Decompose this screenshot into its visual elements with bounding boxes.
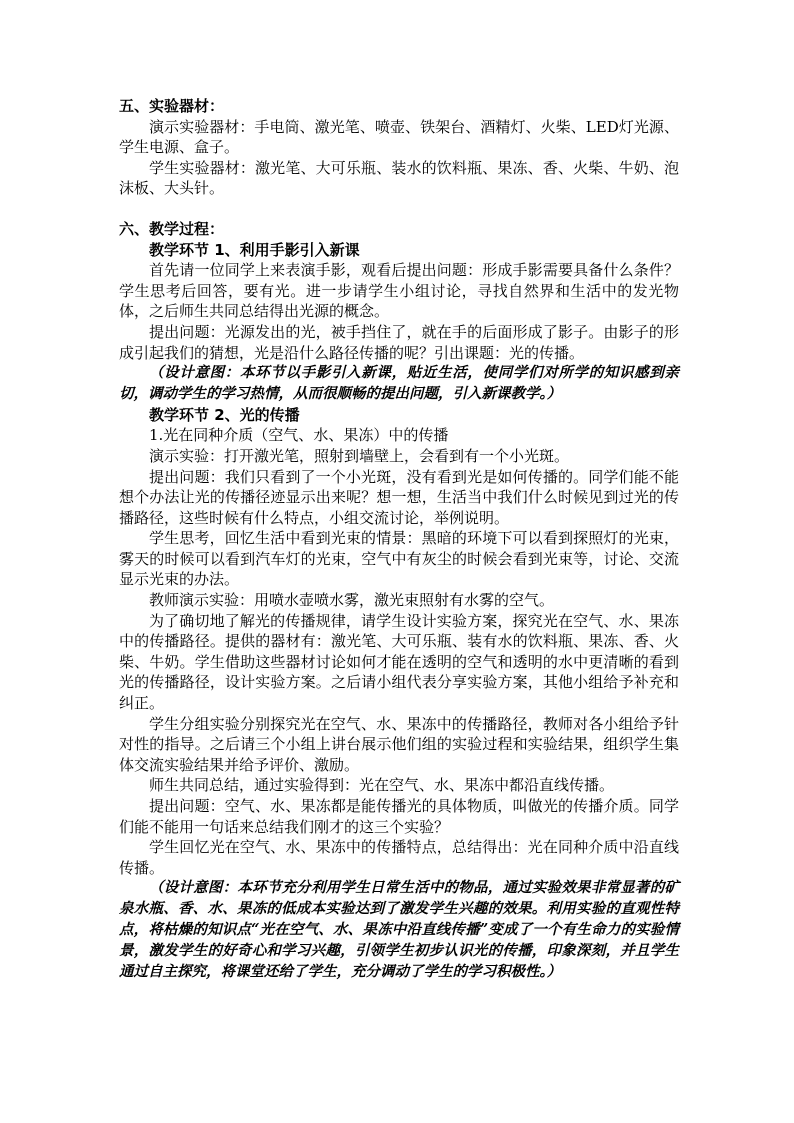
section-gap: [119, 199, 679, 219]
step-2-paragraph: 学生回忆光在空气、水、果冻中的传播特点，总结得出：光在同种介质中沿直线传播。: [119, 838, 679, 877]
step-2-paragraph: 学生分组实验分别探究光在空气、水、果冻中的传播路径，教师对各小组给予针对性的指导。之后请三个小组上讲台展示他们组的实验过程和实验结果，组织学生集体交流实验结果并给予评价、激励。: [119, 714, 679, 774]
document-page: [119, 96, 679, 982]
step-2-design-note: （设计意图：本环节充分利用学生日常生活中的物品，通过实验效果非常显著的矿泉水瓶、香、水、果冻的低成本实验达到了激发学生兴趣的效果。利用实验的直观性特点，将枯燥的知识点“光在空气、水、果冻中沿直线传播”变成了一个有生命力的实验情景，激发学生的好奇心和学习兴趣，引领学生初步认识光的传播，印象深刻，并且学生通过自主探究，将课堂还给了学生，充分调动了学生的学习积极性。）: [119, 879, 679, 980]
step-2-title: 教学环节 2、光的传播: [149, 405, 300, 424]
section-5-heading: 五、实验器材：: [119, 97, 225, 115]
demo-equipment-paragraph: 演示实验器材：手电筒、激光笔、喷壶、铁架台、酒精灯、火柴、LED灯光源、学生电源、盒子。: [119, 117, 679, 157]
step-1-paragraph: 提出问题：光源发出的光，被手挡住了，就在手的后面形成了影子。由影子的形成引起我们的猜想，光是沿什么路径传播的呢？引出课题：光的传播。: [119, 322, 679, 362]
step-2-paragraph: 师生共同总结，通过实验得到：光在空气、水、果冻中都沿直线传播。: [149, 776, 615, 795]
step-2-paragraph: 学生思考，回忆生活中看到光束的情景：黑暗的环境下可以看到探照灯的光束，雾天的时候可以看到汽车灯的光束，空气中有灰尘的时候会看到光束等，讨论、交流显示光束的办法。: [119, 529, 679, 589]
step-1-design-note: （设计意图：本环节以手影引入新课，贴近生活，使同学们对所学的知识感到亲切，调动学生的学习热情，从而很顺畅的提出问题，引入新课教学。）: [119, 364, 679, 402]
step-1-paragraph: 首先请一位同学上来表演手影，观看后提出问题：形成手影需要具备什么条件？学生思考后回答，要有光。进一步请学生小组讨论，寻找自然界和生活中的发光物体，之后师生共同总结得出光源的概念。: [119, 261, 679, 321]
step-2-paragraph: 提出问题：我们只看到了一个小光斑，没有看到光是如何传播的。同学们能不能想个办法让光的传播径迹显示出来呢？想一想，生活当中我们什么时候见到过光的传播路径，这些时候有什么特点，小组交流讨论，举例说明。: [119, 467, 679, 527]
step-1-title: 教学环节 1、利用手影引入新课: [149, 240, 360, 259]
step-2-subtitle: 1.光在同种介质（空气、水、果冻）中的传播: [149, 426, 449, 445]
step-2-paragraph: 提出问题：空气、水、果冻都是能传播光的具体物质，叫做光的传播介质。同学们能不能用一句话来总结我们刚才的这三个实验？: [119, 797, 679, 836]
student-equipment-paragraph: 学生实验器材：激光笔、大可乐瓶、装水的饮料瓶、果冻、香、火柴、牛奶、泡沫板、大头针。: [119, 158, 679, 198]
section-6-heading: 六、教学过程：: [119, 219, 225, 238]
step-2-paragraph: 为了确切地了解光的传播规律，请学生设计实验方案，探究光在空气、水、果冻中的传播路径。提供的器材有：激光笔、大可乐瓶、装有水的饮料瓶、果冻、香、火柴、牛奶。学生借助这些器材讨论如何才能在透明的空气和透明的水中更清晰的看到光的传播路径，设计实验方案。之后请小组代表分享实验方案，其他小组给予补充和纠正。: [119, 611, 679, 713]
step-2-paragraph: 演示实验：打开激光笔，照射到墙壁上，会看到有一个小光斑。: [149, 446, 570, 465]
step-2-paragraph: 教师演示实验：用喷水壶喷水雾，激光束照射有水雾的空气。: [149, 591, 555, 610]
